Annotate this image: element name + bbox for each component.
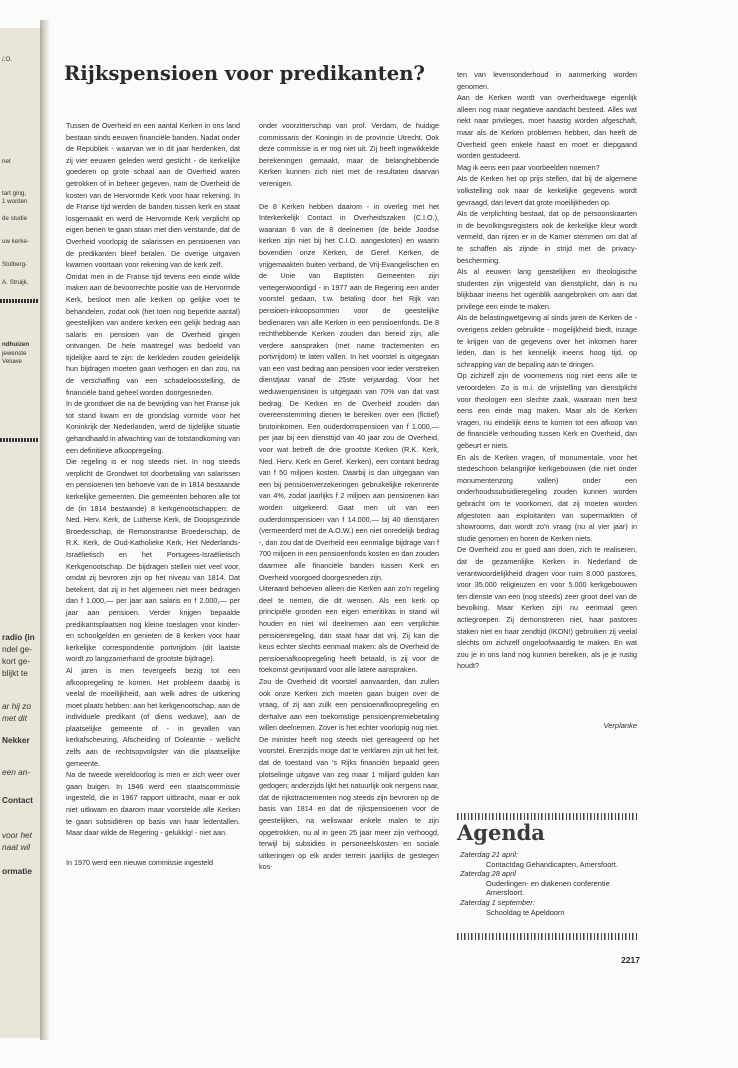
prev-page-fragment: een an- <box>2 767 31 777</box>
agenda-date: Zaterdag 1 september: <box>460 897 535 907</box>
prev-page-fragment: Nekker <box>2 735 30 745</box>
previous-page-edge <box>0 28 42 1038</box>
paragraph: De 8 Kerken hebben daarom - in overleg met het Interkerkelijk Contact in Overheidszaken (C.I.O.), waaraan 6 van de 8 deelnemen (de beide Joodse kerken zijn niet bij het C.I.O. aangesloten) en waarin bovendien onze Kerken, de Geref. Kerken, de vrijgemaakten buiten verband, de Vrij-Evangelischen en de Unie van Baptisten Gemeenten zijn vertegenwoordigd - in 1977 aan de Regering een ander voorstel gedaan, t.w. betaling door het Rijk van pensioen-inkoopsommen voor de geestelijke bedienaren van alle Kerken in een pensioenfonds. De 8 rechthebbende Kerken zouden dan bereid zijn, alle verdere aanspraken (met name tractementen en portvrijdom) te laten vallen. In het voorstel is uitgegaan van een vast bedrag aan pensioen voor ieder verstreken dienstjaar vanaf de 25ste verjaardag. Voor het weduwenpensioen is uitgegaan van 70% van dat vast bedrag. De Kerken en de Overheid zouden dan overeenstemming dienen te bereiken over een (fictief) brutoinkomen. Een ouderdomspensioen van f 1.000,— per jaar bij een diensttijd van 40 jaar zou de Overheid, voor wat betreft de drie grootste Kerken (R.K. Kerk, Ned. Herv. Kerk en Geref. Kerken), een contant bedrag van f 50 miljoen kosten. Daarbij is dan uitgegaan van een bij pensioenverzekeringen gebruikelijke rekenrente van 4%, zodat jaarlijks f 2 miljoen aan pensioenen kan worden uitgekeerd. Gaat men uit van een ouderdomspensioen van f 14.000,— bij 40 dienstjaren (vermeerderd met de A.O.W.) een niet onredelijk bedrag -, dan zou dat de Overheid een eenmalige bijdrage van f 700 miljoen in een pensioenfonds kosten en dan zouden daarmee alle financiële banden tussen Kerk en Overheid voorgoed doorgesneden zijn. <box>259 201 439 582</box>
prev-page-fragment: Contact <box>2 795 33 805</box>
prev-page-fragment: /.O. <box>2 56 12 63</box>
agenda-detail: Amersfoort. <box>486 888 525 898</box>
agenda-date: Zaterdag 21 april: <box>460 850 518 859</box>
prev-page-fragment: ormatie <box>2 866 32 876</box>
paragraph: Mag ik eens een paar voorbeelden noemen? <box>457 162 600 172</box>
prev-page-fragment: voor het <box>2 830 32 840</box>
paragraph: In 1970 werd een nieuwe commissie ingesteld <box>66 857 214 867</box>
dotted-rule <box>0 299 38 303</box>
paragraph: Als al eeuwen lang geestelijken en theologische studenten zijn vrijgesteld van dienstplicht, dan is nu blijkbaar ineens het ogenblik aangebroken om aan dat privilege een einde te maken. <box>457 267 637 311</box>
paragraph: Op zichzelf zijn de voornemens nog niet eens alle te veroordelen. Zo is m.i. de vrijstelling van dienstplicht voor theologen een slechte zaak, waaraan men best eens een einde mag maken. Maar als de Kerken vragen, nu eindelijk eens te komen tot een afkoop van de financiële verhouding tussen Kerk en Overheid, dan gebeurt er niets. <box>457 371 637 450</box>
agenda-detail: Contactdag Gehandicapten, Amersfoort. <box>486 859 618 869</box>
prev-page-fragment: A. Struijk. <box>2 279 29 286</box>
article-column-2 <box>259 120 439 873</box>
paragraph: Als de belastingwetgeving al sinds jaren de Kerken de - overigens zelden gebruikte - mogelijkheid biedt, inzage te krijgen van de gegevens over het inkomen harer leden, dan is het kennelijk ineens hoog tijd, op schrapping van de bepaling aan te dringen. <box>457 313 637 369</box>
agenda-date: Zaterdag 28 april <box>460 869 516 879</box>
page-number: 2217 <box>621 955 640 965</box>
paragraph: Al jaren is men tevergeefs bezig tot een afkoopregeling te komen. Het probleem daarbij is veelal de moeilijkheid, aan welk adres de uitkering moet plaats hebben: aan het kerkgenootschap, aan de individuele predikant (of diens weduwe), aan de plaatselijke gemeente of - in gevallen van kerkafscheuring, Afscheiding of Doleantie - wellicht zelfs aan de rechtsopvolgster van die plaatselijke gemeente. <box>66 665 240 768</box>
prev-page-fragment: de studie <box>2 215 28 222</box>
paragraph: Aan de Kerken wordt van overheidswege eigenlijk alleen nog maar negatieve aandacht besteed. Alles wat riekt naar privileges, moet haastig worden afgeschaft, maar als de Kerken problemen hebben, dan heeft de Overheid geen enkele haast en moet er diepgaand worden gestudeerd. <box>457 93 637 161</box>
paragraph: Uiteraard behoeven alleen die Kerken aan zo'n regeling deel te nemen, die dit wensen. Als een kerk op principiële gronden een eigen emeritikas in stand wil houden en niet wil deelnemen aan een verplichte pensioenregeling, dan staat haar dat vrij. Zij kan die keus echter slechts eenmaal maken: als de Overheid de pensioenafkoopregeling heeft betaald, is zij voor de toekomst gevrijwaard voor alle latere aanspraken. <box>259 584 439 675</box>
agenda-detail: Schooldag te Apeldoorn <box>486 907 565 917</box>
prev-page-fragment: Stolberg- <box>2 261 28 268</box>
agenda-detail: Ouderlingen- en diakenen conferentie <box>486 878 610 888</box>
ornamental-border-top <box>457 813 637 820</box>
agenda-item <box>460 898 650 917</box>
page-gutter-shadow <box>40 20 50 1040</box>
paragraph: Die regeling is er nog steeds niet. In nog steeds verplicht de Grondwet tot doorbetaling van salarissen en pensioenen ten behoeve van de in 1814 bestaande kerkelijke gemeenten. Die gemeenten behoren alle tot de (in 1814 bestaande) 8 kerkgenootschappen: de Ned. Herv. Kerk, de Lutherse Kerk, de Doopsgezinde Broederschap, de Remonstrantse Broederschap, de R.K. Kerk, de Oud-Katholieke Kerk, Het Nederlands-Israëlietisch en het Portugees-Israëlietisch Kerkgenootschap. De bijdragen stellen niet veel voor, omdat zij bevroren zijn op het niveau van 1814. Dat betekent, dat zij in het algemeen niet meer bedragen dan f 1.000,— per jaar aan salaris en f 2.000,— per jaar aan pensioen. Verder krijgen bepaalde predikantsplaatsen nog kleine toeslagen voor kinder- en schoolgelden en genieten de 8 kerken voor haar kerkelijke correspondentie portvrijdom (dit laatste wordt zo langzamerhand de grootste bijdrage). <box>66 457 240 664</box>
prev-page-fragment: naat wil <box>2 842 31 852</box>
paragraph: De Overheid zou er goed aan doen, zich te realiseren, dat de gezamenlijke Kerken in Nederland de verantwoordelijkheid dragen voor ruim 8.000 pastores, voor 35.000 religieuzen en voor 5.000 kerkgebouwen ten dienste van een (nog steeds) zeer groot deel van de bevolking. Maar Kerken zijn nu eenmaal geen actiegroepen. Zij demonstreren niet, haar pastores staken niet en haar zendtijd (IKON!) gebruiken zij veelal slechts om zichzelf ongeloofwaardig te maken. En wat zou je in ons land nog kunnen bereiken, als je je rustig houdt? <box>457 545 637 671</box>
article-column-3 <box>457 69 637 672</box>
dotted-rule <box>0 438 38 442</box>
prev-page-fragment: 1 worden <box>2 198 28 205</box>
prev-page-fragment: blijkt te <box>2 668 28 678</box>
prev-page-fragment: net <box>2 158 11 165</box>
prev-page-fragment: kort ge- <box>2 656 31 666</box>
prev-page-fragment: Veluwe <box>2 358 22 365</box>
paragraph: ten van levensonderhoud in aanmerking worden genomen. <box>457 70 637 91</box>
paragraph: Omdat men in de Franse tijd tevens een einde wilde maken aan de bevoorrechte positie van de Hervormde Kerk, besloot men alle kerken op gelijke voet te behandelen, zodat ook (het toen nog beperkte aantal) geestelijken van andere kerken een gelijk bedrag aan salaris en pensioen van de Overheid gingen ontvangen. De hele maatregel was bedoeld van tijdelijke aard te zijn: de kerkleden zouden geleidelijk hun bijdragen moeten gaan verhogen en dan zou, na de verschaffing van een schadeloosstelling, de financiële band geheel worden doorgesneden. <box>66 271 240 397</box>
paragraph: Zou de Overheid dit voorstel aanvaarden, dan zullen ook onze Kerken zich moeten gaan buigen over de vraag, of zij aan zulk een pensioenafkoopregeling en derhalve aan een toekomstige pensioenpremiebetaling willen deelnemen. Zover is het echter voorlopig nog niet. De minister heeft nog steeds niet gereageerd op het voorstel. Enerzijds moge dat te verklaren zijn uit het feit, dat de toestand van 's Rijks financiën bepaald geen plotselinge uitgave van zeg maar 1 miljard gulden kan gedogen; anderzijds lijkt het natuurlijk ook nergens naar, dat de rijkstractementen nog steeds zijn bevroren op de basis van 1814 en dat de rijkspensioenen voor de geestelijken, na weliswaar enkele malen te zijn opgetrokken, nu al in geen 25 jaar meer zijn verhoogd, terwijl bij subsidies in personeelskosten en sociale uitkeringen op elk ander terrein jaarlijks de gestegen kos- <box>259 676 439 872</box>
author-signature: Verplanke <box>603 721 637 730</box>
prev-page-fragment: ndel ge- <box>2 644 32 654</box>
article-title: Rijkspensioen voor predikanten? <box>64 62 425 85</box>
prev-page-fragment: uw kerke- <box>2 238 29 245</box>
paragraph: In de grondwet die na de bevrijding van het Franse juk tot stand kwam en de grondslag vormde voor het Koninkrijk der Nederlanden, werd de tijdelijke situatie gehandhaafd in afwachting van de totstandkoming van een definitieve afkoopregeling. <box>66 399 240 455</box>
prev-page-fragment: met dit <box>2 713 27 723</box>
paragraph: onder voorzitterschap van prof. Verdam, de huidige commissaris der Koningin in de provincie Utrecht. Ook deze commissie is er nog niet uit. Zij heeft ingewikkelde berekeningen gemaakt, maar de belanghebbende Kerken kunnen zich niet met de resultaten daarvan verenigen. <box>259 121 439 188</box>
prev-page-fragment: tart ging, <box>2 190 27 197</box>
paragraph: Als de Kerken het op prijs stellen, dat bij de algemene volkstelling ook naar de kerkelijke gegevens wordt gevraagd, dan levert dat grote moeilijkheden op. <box>457 174 637 207</box>
paragraph: Tussen de Overheid en een aantal Kerken in ons land bestaan sinds eeuwen financiële banden. Nadat onder de Republiek - waarvan we in dit jaar herdenken, dat zij vier eeuwen geleden werd gesticht - de kerkelijke goederen op grote schaal aan de Overheid waren getrokken of in beheer gegeven, nam de Overheid de kosten van de Hervormde Kerk voor haar rekening. In de Franse tijd werden de banden tussen kerk en staat losgemaakt en werd de Hervormde Kerk verplicht op eigen benen te gaan staan met dien verstande, dat de Overheid voorlopig de salarissen en pensioenen van de predikanten bleef betalen. De overige uitgaven kwamen voortaan voor rekening van de kerk zelf. <box>66 121 240 270</box>
agenda-item <box>460 850 650 869</box>
ornamental-border-bottom <box>457 933 637 940</box>
agenda-item <box>460 869 650 898</box>
agenda-list <box>460 850 650 917</box>
paragraph: Als de verplichting bestaat, dat op de persoonskaarten in de bevolkingsregisters ook de kerkelijke kleur wordt vermeld, dan rijzen er in de Kamer stemmen om dat af te schaffen als zijnde in strijd met de privacy-bescherming. <box>457 209 637 265</box>
agenda-title: Agenda <box>457 820 545 845</box>
paragraph: Na de tweede wereldoorlog is men er zich weer over gaan buigen. In 1946 werd een staatscommissie ingesteld, die in 1967 rapport uitbracht, maar er ook niet uitkwam en daarom maar voorstelde alle Kerken te gaan subsidiëren op basis van haar ledentallen. Maar daar wilde de Regering - gelukkig! - niet aan. <box>66 770 240 838</box>
prev-page-fragment: ar hij zo <box>2 701 32 711</box>
prev-page-fragment: jewenste <box>2 350 27 357</box>
article-column-1 <box>66 120 240 879</box>
paragraph: En als de Kerken vragen, of monumentale, voor het stedeschoon belangrijke kerkgebouwen (die niet onder monumentenzorg vallen) onder een onderhoudssubsidieregeling zouden kunnen worden gebracht om te voorkomen, dat zij moeten worden afgestoten aan exploitanten van supermarkten of showrooms, dan wordt zo'n vraag (nu al vier jaar) in studie genomen en horen de Kerken niets. <box>457 452 637 543</box>
prev-page-fragment: ndhuizen <box>2 341 30 348</box>
prev-page-fragment: radio (in <box>2 632 35 642</box>
